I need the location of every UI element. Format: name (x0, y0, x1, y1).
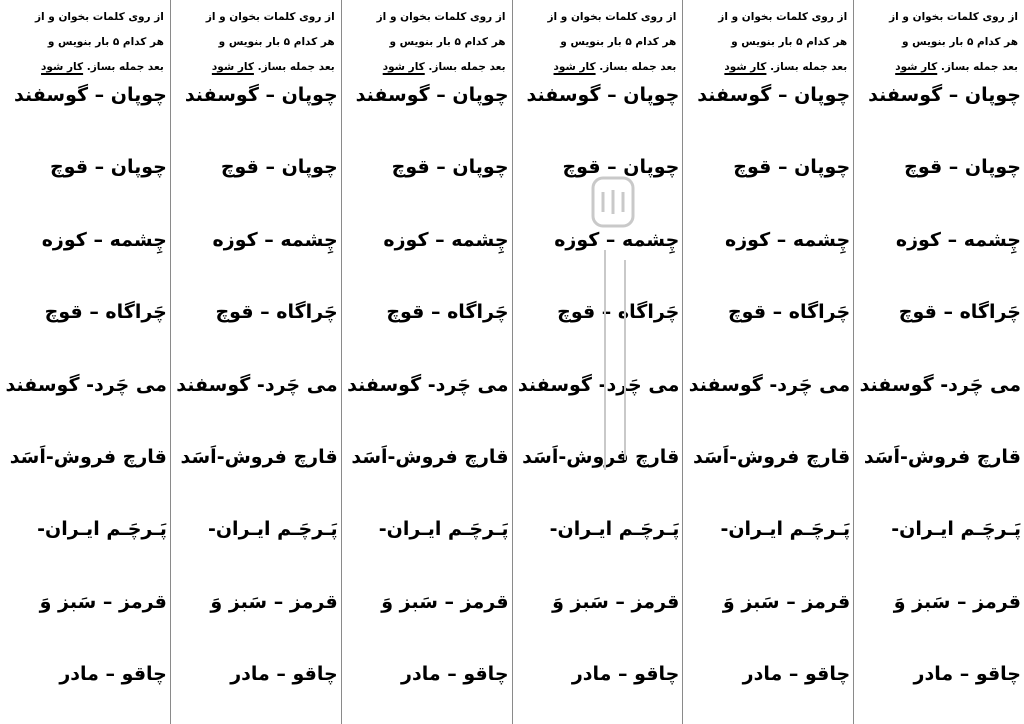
word-pair-item: چوپان – قوچ (562, 156, 680, 179)
instruction-line-3 (346, 55, 506, 80)
word-pair-item: چوپان – قوچ (904, 156, 1021, 179)
word-pair-item: پَـرچَـم ایـران- (207, 518, 338, 541)
word-pair-item: چوپان – گوسفند (355, 84, 509, 106)
word-pair-list (0, 78, 170, 724)
word-pair-item: چَراگاه – قوچ (386, 301, 509, 324)
word-pair-item: می چَرد- گوسفند (176, 373, 338, 396)
word-pair-item: پَـرچَـم ایـران- (549, 518, 680, 541)
word-pair-list (683, 78, 853, 724)
word-pair-item: چَراگاه – قوچ (727, 301, 851, 324)
word-pair-item: چاقو – مادر (913, 663, 1021, 686)
word-pair-item: چاقو – مادر (742, 663, 851, 686)
worksheet-strip-6 (0, 0, 170, 724)
word-pair-list (854, 78, 1024, 724)
word-pair-item: پَـرچَـم ایـران- (37, 518, 167, 541)
word-pair-item: چوپان – گوسفند (526, 84, 680, 106)
instruction-line-3-start: بعد جمله بساز. (770, 61, 848, 73)
instruction-line-3-underlined: کار شود (382, 61, 425, 73)
word-pair-item: می چَرد- گوسفند (859, 373, 1021, 396)
word-pair-item: چوپان – قوچ (49, 156, 167, 179)
instruction-line-3-start: بعد جمله بساز. (940, 61, 1018, 73)
instruction-line-3-underlined: کار شود (895, 61, 938, 73)
word-pair-list (171, 78, 341, 724)
word-pair-item: چاقو – مادر (230, 663, 338, 686)
worksheet-strip-4 (341, 0, 512, 724)
word-pair-item: چوپان – گوسفند (13, 84, 167, 106)
word-pair-item: چَراگاه – قوچ (898, 301, 1021, 324)
word-pair-item: چِشمه – کوزه (212, 228, 338, 251)
instruction-line-1: از روی کلمات بخوان و از (889, 11, 1018, 23)
word-pair-item: چوپان – قوچ (220, 156, 338, 179)
word-pair-item: قرمز – سَبز وَ (39, 590, 167, 613)
instruction-line-2: هر کدام ۵ بار بنویس و (731, 36, 848, 48)
word-pair-item: چِشمه – کوزه (554, 228, 680, 251)
instruction-line-3-underlined: کار شود (724, 61, 767, 73)
word-pair-item: چَراگاه – قوچ (215, 301, 338, 324)
instruction-text (513, 0, 683, 78)
instruction-text (342, 0, 512, 78)
instruction-line-2: هر کدام ۵ بار بنویس و (901, 36, 1018, 48)
word-pair-item: پَـرچَـم ایـران- (720, 518, 851, 541)
word-pair-item: می چَرد- گوسفند (5, 373, 167, 396)
word-pair-item: می چَرد- گوسفند (347, 373, 509, 396)
word-pair-list (342, 78, 512, 724)
word-pair-item: چِشمه – کوزه (383, 228, 509, 251)
instruction-line-3 (4, 55, 164, 80)
instruction-line-1: از روی کلمات بخوان و از (718, 11, 848, 23)
worksheet-strip-1 (853, 0, 1024, 724)
word-pair-item: چِشمه – کوزه (725, 228, 851, 251)
instruction-line-3-underlined: کار شود (211, 61, 254, 73)
word-pair-item: قرمز – سَبز وَ (381, 590, 509, 613)
word-pair-item: پَـرچَـم ایـران- (891, 518, 1021, 541)
word-pair-item: چوپان – قوچ (391, 156, 509, 179)
word-pair-item: قارچ فروش-اَسَد (180, 445, 338, 468)
word-pair-item: چِشمه – کوزه (895, 228, 1021, 251)
instruction-line-1: از روی کلمات بخوان و از (547, 11, 677, 23)
instruction-line-3-underlined: کار شود (553, 61, 596, 73)
instruction-text (0, 0, 170, 78)
word-pair-item: چَراگاه – قوچ (557, 301, 680, 324)
word-pair-item: قارچ فروش-اَسَد (9, 445, 167, 468)
instruction-line-3 (687, 55, 847, 80)
word-pair-item: چوپان – قوچ (733, 156, 851, 179)
word-pair-item: پَـرچَـم ایـران- (378, 518, 509, 541)
instruction-line-2: هر کدام ۵ بار بنویس و (560, 36, 677, 48)
word-pair-item: چوپان – گوسفند (184, 84, 338, 106)
word-pair-item: چوپان – گوسفند (697, 84, 851, 106)
word-pair-item: می چَرد- گوسفند (517, 373, 680, 396)
word-pair-item: چِشمه – کوزه (41, 228, 167, 251)
instruction-line-3-start: بعد جمله بساز. (599, 61, 677, 73)
word-pair-item: قرمز – سَبز وَ (893, 590, 1021, 613)
instruction-line-1: از روی کلمات بخوان و از (34, 11, 164, 23)
word-pair-item: می چَرد- گوسفند (688, 373, 851, 396)
word-pair-item: چاقو – مادر (401, 663, 509, 686)
instruction-text (171, 0, 341, 78)
instruction-line-1: از روی کلمات بخوان و از (376, 11, 506, 23)
word-pair-item: قرمز – سَبز وَ (210, 590, 338, 613)
instruction-line-3-start: بعد جمله بساز. (86, 61, 164, 73)
instruction-text (854, 0, 1024, 78)
worksheet-strip-3 (512, 0, 683, 724)
word-pair-item: قارچ فروش-اَسَد (693, 445, 851, 468)
word-pair-item: قارچ فروش-اَسَد (351, 445, 509, 468)
instruction-line-3 (517, 55, 677, 80)
worksheet-strip-2 (682, 0, 853, 724)
word-pair-item: قرمز – سَبز وَ (552, 590, 680, 613)
instruction-line-3 (175, 55, 335, 80)
word-pair-item: قرمز – سَبز وَ (722, 590, 851, 613)
instruction-line-3 (858, 55, 1018, 80)
instruction-line-3-start: بعد جمله بساز. (428, 61, 506, 73)
word-pair-list (513, 78, 683, 724)
word-pair-item: قارچ فروش-اَسَد (522, 445, 680, 468)
word-pair-item: چوپان – گوسفند (868, 84, 1021, 106)
instruction-line-3-start: بعد جمله بساز. (257, 61, 335, 73)
instruction-line-1: از روی کلمات بخوان و از (205, 11, 335, 23)
instruction-line-3-underlined: کار شود (41, 61, 84, 73)
word-pair-item: چاقو – مادر (571, 663, 680, 686)
instruction-text (683, 0, 853, 78)
word-pair-item: چَراگاه – قوچ (44, 301, 167, 324)
instruction-line-2: هر کدام ۵ بار بنویس و (47, 36, 164, 48)
instruction-line-2: هر کدام ۵ بار بنویس و (389, 36, 506, 48)
word-pair-item: قارچ فروش-اَسَد (863, 445, 1021, 468)
worksheet-strip-5 (170, 0, 341, 724)
instruction-line-2: هر کدام ۵ بار بنویس و (218, 36, 335, 48)
word-pair-item: چاقو – مادر (59, 663, 167, 686)
